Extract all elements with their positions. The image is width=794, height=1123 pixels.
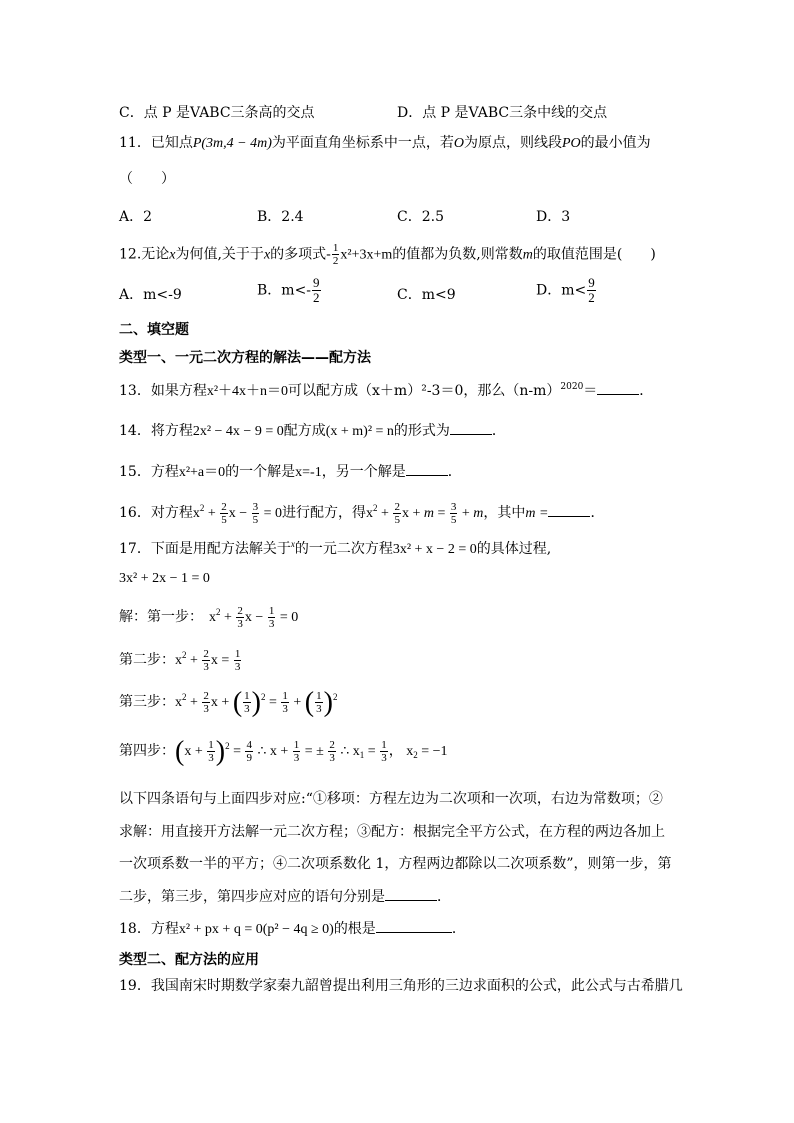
type2-title: 类型二、配方法的应用 — [119, 952, 259, 968]
q15-stem: 15．方程x²+a＝0的一个解是x=-1，另一个解是 ． — [119, 461, 462, 483]
section-fill-in-title: 二、填空题 — [119, 322, 189, 338]
q10-option-d: D．点 P 是VABC三条中线的交点 — [397, 105, 608, 121]
q14-stem: 14．将方程2x² − 4x − 9 = 0配方成(x + m)² = n的形式为 ． — [119, 420, 506, 442]
q17-paragraph-3: 一次项系数一半的平方；④二次项系数化 1，方程两边都除以二次项系数”，则第一步，第 — [119, 856, 672, 872]
q10-option-c: C．点 P 是VABC三条高的交点 — [119, 105, 315, 121]
q11-option-c: C．2.5 — [397, 209, 444, 225]
type1-title: 类型一、一元二次方程的解法——配方法 — [119, 350, 371, 366]
q18-answer-blank[interactable] — [376, 918, 452, 933]
q17-paragraph-2: 求解：用直接开方法解一元二次方程；③配方：根据完全平方公式，在方程的两边各加上 — [119, 824, 665, 840]
q17-step4: 第四步：(x + $\frac{1}{3}$ )$^2$ = $\frac{4}{9}$ ∴ x + $\frac{1}{3}$ = ± $\frac{2}{3}$ ∴ $x_1$ = $\frac{1}{3}$ ， $x_2 = -1$ — [119, 735, 448, 767]
q12-option-d: D．m< $\frac{9}{2}$ — [536, 275, 595, 305]
q17-answer-blank[interactable] — [385, 886, 437, 901]
q17-step1: 解：第一步： $x^2$ + $\frac{2}{3}$ x − $\frac{1}{3}$ = 0 — [119, 605, 299, 631]
q13-stem: 13．如果方程x²＋4x＋n＝0可以配方成（x＋m）²-3＝0，那么$(n-m)^{2020}=$ ． — [119, 382, 654, 399]
q17-step2: 第二步：$x^2$ + $\frac{2}{3}$ x = $\frac{1}{3}$ — [119, 648, 241, 674]
q17-equation-2: 3x² + 2x − 1 = 0 — [119, 571, 210, 586]
q11-option-d: D．3 — [536, 209, 571, 225]
q17-step3: 第三步：$x^2$ + $\frac{2}{3}$ x + ( $\frac{1}{3}$ )$^2$ = $\frac{1}{3}$ + ( $\frac{1}{3}$ )$^2$ — [119, 686, 338, 718]
q17-paragraph-1: 以下四条语句与上面四步对应:“①移项：方程左边为二次项和一次项，右边为常数项；② — [119, 791, 663, 807]
q11-stem: 11．已知点P(3m,4 − 4m)为平面直角坐标系中一点，若O为原点，则线段PO的最小值为 — [119, 135, 651, 151]
q16-answer-blank[interactable] — [548, 502, 590, 517]
q16-completed-square: $x^2$ + $\frac{2}{5}$ x + m = $\frac{3}{5}$ + m — [366, 501, 484, 527]
q17-stem: 17．下面是用配方法解关于$^x$的一元二次方程3x² + x − 2 = 0的具体过程, — [119, 539, 552, 557]
q14-answer-blank[interactable] — [450, 420, 492, 435]
q12-option-c: C．m<9 — [397, 287, 456, 303]
q12-option-a: A．m<-9 — [119, 287, 182, 303]
q16-equation: $x^2$ + $\frac{2}{5}$ x − $\frac{3}{5}$ = 0 — [192, 501, 283, 527]
q12-stem: 12.无论x为何值,关于于x的多项式- $\frac{1}{2}$ x²+3x+m的值都为负数,则常数m的取值范围是( ) — [119, 242, 656, 267]
q12-option-b: B．m<- $\frac{9}{2}$ — [257, 275, 320, 305]
q11-answer-paren: （ ） — [119, 171, 175, 187]
q19-stem: 19．我国南宋时期数学家秦九韶曾提出利用三角形的三边求面积的公式，此公式与古希腊几 — [119, 978, 683, 994]
q17-paragraph-4: 二步，第三步，第四步应对应的语句分别是 ． — [119, 886, 451, 907]
q13-answer-blank[interactable] — [597, 380, 639, 395]
q11-option-b: B．2.4 — [257, 209, 304, 225]
q15-answer-blank[interactable] — [406, 461, 448, 476]
q18-stem: 18．方程x² + px + q = 0(p² − 4q ≥ 0)的根是 ． — [119, 918, 466, 940]
q16-stem: 16．对方程$x^2$ + $\frac{2}{5}$ x − $\frac{3}{5}$ = 0进行配方，得$x^2$ + $\frac{2}{5}$ x + m = $\frac{3}{5}$ + m，其中m = ． — [119, 501, 605, 527]
q11-option-a: A．2 — [119, 209, 153, 225]
